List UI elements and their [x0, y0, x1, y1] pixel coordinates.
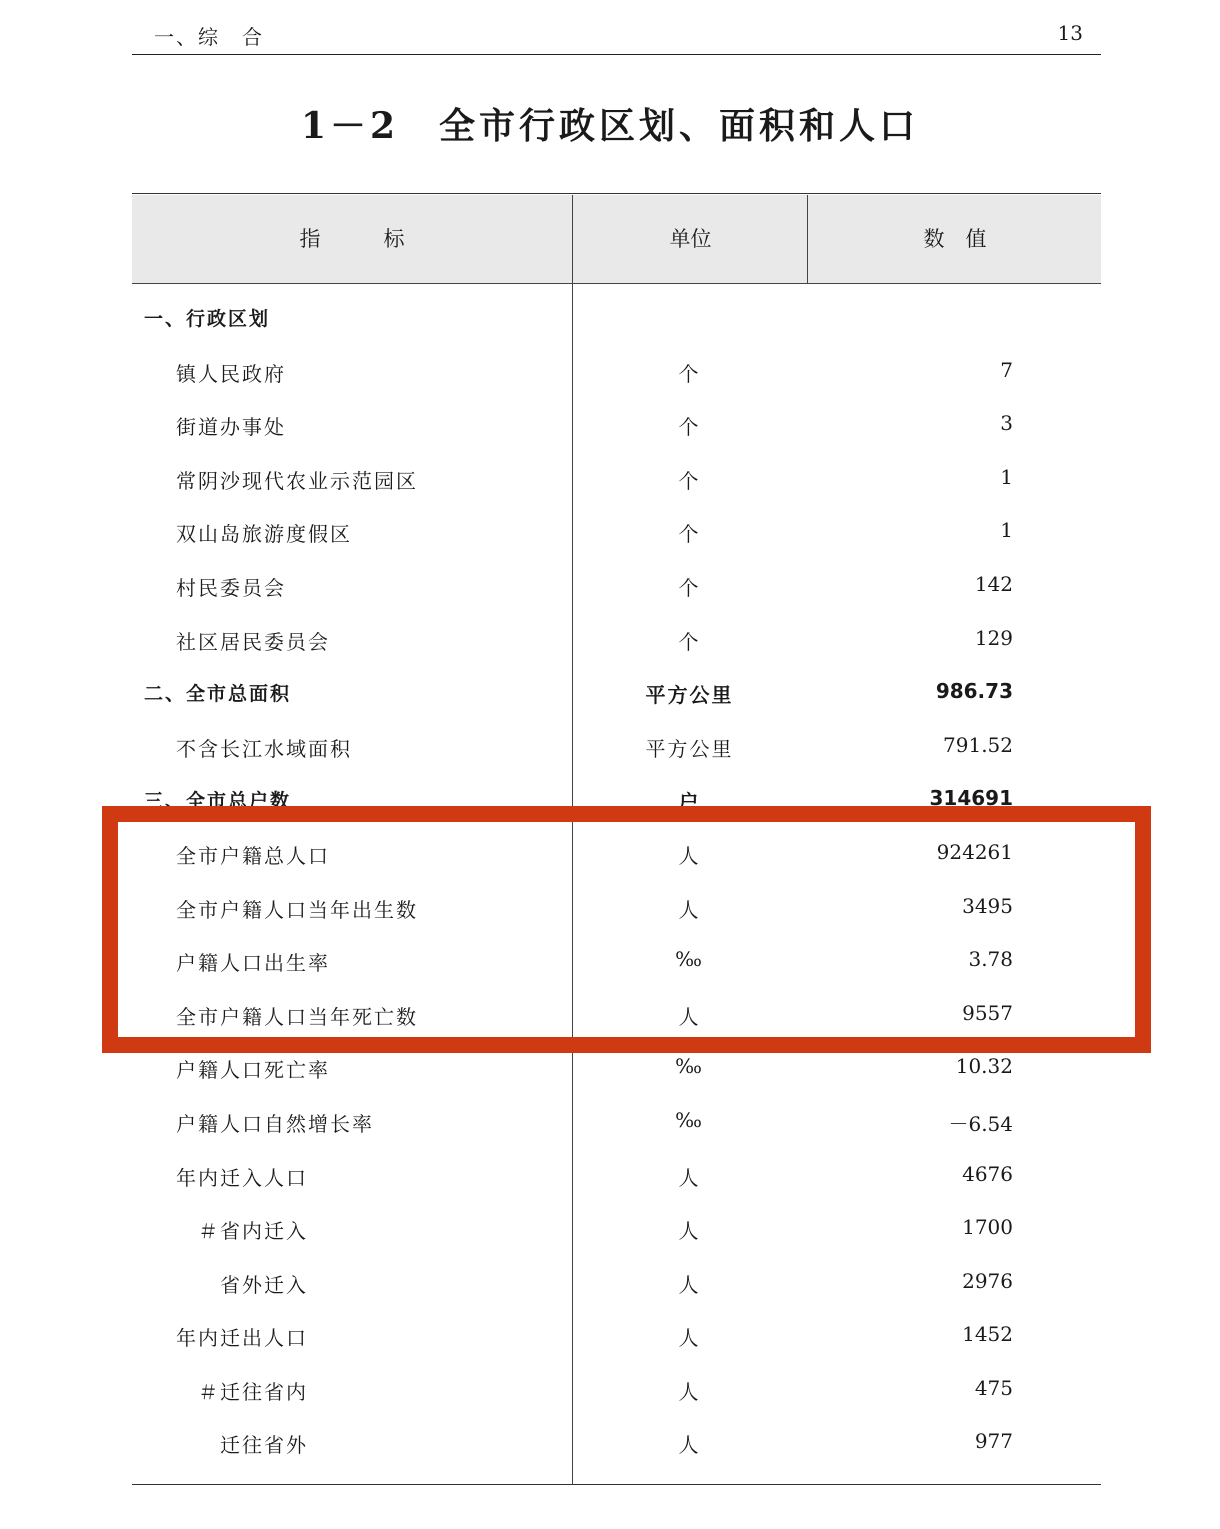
row-unit: 个: [678, 361, 701, 386]
row-value: 924261: [936, 839, 1013, 864]
row-indicator: 镇人民政府: [176, 361, 286, 386]
row-value: 1: [1000, 518, 1013, 543]
row-indicator: 双山岛旅游度假区: [176, 522, 352, 547]
row-unit: 个: [678, 522, 701, 547]
row-indicator: 迁往省外: [220, 1433, 308, 1458]
row-indicator: 户籍人口出生率: [176, 951, 330, 976]
row-value: 142: [974, 571, 1013, 596]
header-unit: 单位: [572, 195, 808, 283]
row-unit: 人: [678, 843, 701, 868]
row-value: 3495: [962, 893, 1013, 918]
table-row: [132, 558, 1101, 612]
row-value: －6.54: [948, 1111, 1013, 1136]
table-row: [132, 1255, 1101, 1309]
table-header: [132, 195, 1101, 284]
table-row: [132, 1362, 1101, 1416]
row-unit: ‰: [675, 947, 704, 972]
table-row: [132, 719, 1101, 773]
table-row: [132, 1201, 1101, 1255]
row-value: 314691: [929, 786, 1013, 811]
row-indicator: 一、行政区划: [144, 308, 271, 330]
row-unit: 人: [678, 1272, 701, 1297]
row-value: 986.73: [935, 679, 1013, 704]
row-indicator: 不含长江水域面积: [176, 736, 352, 761]
row-indicator: 常阴沙现代农业示范园区: [176, 468, 418, 493]
table-row: [132, 1148, 1101, 1202]
section-label: 一、综 合: [154, 25, 264, 49]
row-unit: 平方公里: [645, 683, 734, 708]
row-value: 3.78: [968, 947, 1013, 972]
row-indicator: 街道办事处: [176, 415, 286, 440]
table-row: [132, 665, 1101, 719]
table-bottom-rule: [132, 1484, 1101, 1485]
page-number: 13: [1057, 21, 1083, 45]
table-row: [132, 504, 1101, 558]
row-unit: 个: [678, 468, 701, 493]
row-unit: 人: [678, 1379, 701, 1404]
row-indicator: 户籍人口自然增长率: [176, 1111, 374, 1136]
row-indicator: 全市户籍人口当年死亡数: [176, 1004, 418, 1029]
table-row: [132, 1094, 1101, 1148]
row-indicator: 省外迁入: [220, 1272, 308, 1297]
row-indicator: 年内迁出人口: [176, 1326, 308, 1351]
table-top-rule: [132, 193, 1101, 194]
row-value: 4676: [962, 1161, 1013, 1186]
row-indicator: 社区居民委员会: [176, 629, 330, 654]
table-row: [132, 290, 1101, 344]
row-unit: 户: [678, 790, 701, 815]
row-indicator: 全市户籍人口当年出生数: [176, 897, 418, 922]
row-unit: 人: [678, 897, 701, 922]
row-unit: 人: [678, 1326, 701, 1351]
row-indicator: ＃迁往省内: [198, 1379, 308, 1404]
row-unit: ‰: [675, 1054, 704, 1079]
row-unit: 人: [678, 1433, 701, 1458]
row-indicator: 全市户籍总人口: [176, 843, 330, 868]
row-unit: 个: [678, 629, 701, 654]
row-value: 791.52: [943, 732, 1013, 757]
row-value: 10.32: [955, 1054, 1013, 1079]
row-unit: 人: [678, 1219, 701, 1244]
row-indicator: ＃省内迁入: [198, 1219, 308, 1244]
row-indicator: 二、全市总面积: [144, 683, 292, 706]
highlight-box: [102, 806, 1151, 1053]
row-value: 1700: [962, 1215, 1013, 1240]
row-value: 9557: [962, 1000, 1013, 1025]
table-row: [132, 397, 1101, 451]
row-value: 7: [1000, 357, 1013, 382]
row-unit: 人: [678, 1165, 701, 1190]
row-value: 129: [974, 625, 1013, 650]
row-value: 977: [974, 1429, 1013, 1454]
row-value: 3: [1000, 411, 1013, 436]
header-value: 数 值: [807, 195, 1102, 283]
row-value: 475: [974, 1375, 1013, 1400]
row-value: 1: [1000, 464, 1013, 489]
row-unit: 平方公里: [645, 736, 734, 761]
row-indicator: 年内迁入人口: [176, 1165, 308, 1190]
table-row: [132, 344, 1101, 398]
row-unit: 个: [678, 415, 701, 440]
running-head: [132, 16, 1101, 55]
table-row: [132, 612, 1101, 666]
row-unit: ‰: [675, 1107, 704, 1132]
row-indicator: 三、全市总户数: [144, 790, 292, 813]
table-row: [132, 451, 1101, 505]
header-indicator: 指 标: [299, 227, 405, 251]
row-unit: 个: [678, 575, 701, 600]
row-value: 1452: [962, 1322, 1013, 1347]
table-row: [132, 1415, 1101, 1469]
row-unit: 人: [678, 1004, 701, 1029]
row-value: 2976: [962, 1268, 1013, 1293]
row-indicator: 村民委员会: [176, 575, 286, 600]
table-row: [132, 1308, 1101, 1362]
page-title: 1－2 全市行政区划、面积和人口: [300, 105, 920, 147]
row-indicator: 户籍人口死亡率: [176, 1058, 330, 1083]
